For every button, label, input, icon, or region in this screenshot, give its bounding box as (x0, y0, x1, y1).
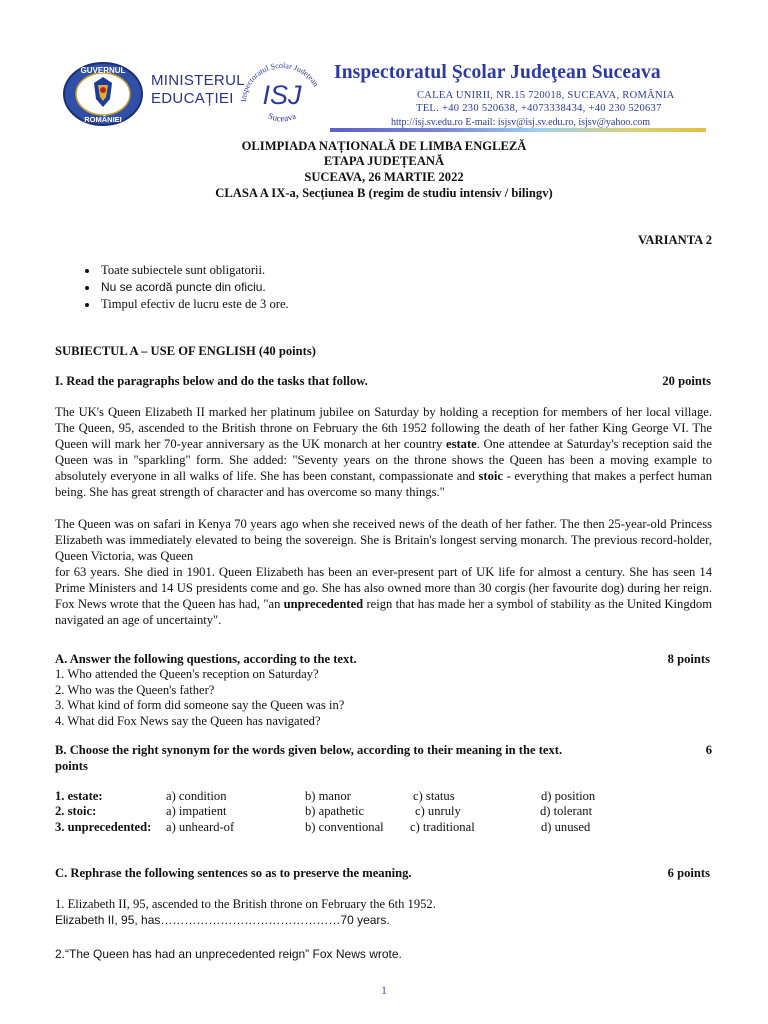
olympiad-title: OLIMPIADA NAȚIONALĂ DE LIMBA ENGLEZĂ (241, 139, 527, 153)
ministry-line-2: EDUCAȚIEI (151, 90, 234, 107)
passage-paragraph-2: The Queen was on safari in Kenya 70 years ago when she received news of the death of her father. The then 25-year-old Princess Elizabeth was immediately elevated to being the sovereign. She is Britain's longest serving monarch. The previous record-holder, Queen Victoria, was Queen (55, 517, 712, 563)
keyword-estate: estate (445, 437, 477, 451)
rephrase-answer-1[interactable]: Elizabeth II, 95, has………………………………………70 years. (55, 913, 390, 927)
isj-arc-top-text: Inspectoratul Școlar Județean (238, 60, 321, 103)
taskB-points-word: points (55, 759, 88, 773)
stage-title: ETAPA JUDEȚEANĂ (323, 154, 445, 168)
taskA-heading: A. Answer the following questions, according to the text. (55, 652, 357, 666)
rules-list (55, 262, 289, 313)
synonym-option-d: d) unused (541, 820, 591, 834)
institution-address: CALEA UNIRII, NR.15 720018, SUCEAVA, ROMÂNIA (417, 90, 675, 101)
synonym-option-c: c) traditional (410, 820, 475, 834)
part1-points: 20 points (662, 374, 711, 388)
question-item: 2. Who was the Queen's father? (55, 683, 215, 697)
passage-paragraph-3: for 63 years. She died in 1901. Queen Elizabeth has been an ever-present part of UK life for almost a century. She has seen 14 Prime Ministers and 14 US presidents come and go. She has also owned more than 30 corgis (her favourite dog) during her reign. Fox News wrote that the Queen has had, "an unprecedented reign that has made her a symbol of stability as the United Kingdom navigated an age of uncertainty". (55, 565, 713, 627)
svg-text:Suceava (267, 111, 298, 124)
rule-item: • Nu se acordă puncte din oficiu. (99, 279, 289, 296)
synonym-option-b: b) apathetic (305, 804, 365, 818)
government-seal-logo (62, 61, 144, 127)
seal-bottom-text: ROMÂNIEI (84, 115, 122, 124)
subject-heading: SUBIECTUL A – USE OF ENGLISH (40 points) (55, 344, 316, 358)
institution-title: Inspectoratul Şcolar Judeţean Suceava (334, 62, 661, 83)
institution-web-email[interactable]: http://isj.sv.edu.ro E-mail: isjsv@isj.sv.edu.ro, isjsv@yahoo.com (391, 117, 651, 128)
taskA-points: 8 points (667, 652, 710, 666)
keyword-stoic: stoic (478, 469, 504, 483)
synonym-option-a: a) condition (166, 789, 227, 803)
class-title: CLASA A IX-a, Secțiunea B (regim de studiu intensiv / bilingv) (215, 186, 553, 200)
taskC-heading: C. Rephrase the following sentences so as to preserve the meaning. (55, 866, 412, 880)
header-color-rule (330, 128, 706, 132)
synonym-option-c: c) unruly (415, 804, 461, 818)
ministry-line-1: MINISTERUL (151, 72, 245, 89)
taskB-points-number: 6 (705, 743, 712, 757)
synonym-option-a: a) impatient (166, 804, 227, 818)
page-number: 1 (381, 983, 387, 997)
rule-item: • Timpul efectiv de lucru este de 3 ore. (99, 296, 289, 313)
keyword-unprecedented: unprecedented (283, 597, 364, 611)
passage-paragraph-1: The UK's Queen Elizabeth II marked her platinum jubilee on Saturday by holding a reception for members of her local village. The Queen, 95, ascended to the British throne on February the 6th 1952 following the death of her father King George VI. The Queen will mark her 70-year anniversary as the UK monarch at her country estate. One attendee at Saturday's reception said the Queen was in "sparkling" form. She added: "Seventy years on the throne shows the Queen has been a moving example to absolutely everyone in all walks of life. She has been constant, compassionate and stoic - everything that makes a perfect human being. She has great strength of character and has overcome so many things." (55, 405, 713, 499)
question-item: 1. Who attended the Queen's reception on Saturday? (55, 667, 319, 681)
date-title: SUCEAVA, 26 MARTIE 2022 (304, 170, 464, 184)
seal-top-text: GUVERNUL (80, 66, 126, 75)
synonym-word: 1. estate: (55, 789, 103, 803)
variant-label: VARIANTA 2 (637, 233, 712, 247)
synonym-option-a: a) unheard-of (166, 820, 235, 834)
isj-arc-bottom-text: Suceava (266, 110, 298, 124)
question-item: 3. What kind of form did someone say the Queen was in? (55, 698, 345, 712)
institution-phone: TEL. +40 230 520638, +4073338434, +40 230 520637 (416, 103, 662, 114)
rephrase-sentence-1: 1. Elizabeth II, 95, ascended to the British throne on February the 6th 1952. (55, 897, 436, 911)
synonym-option-b: b) manor (305, 789, 351, 803)
synonym-word: 2. stoic: (55, 804, 97, 818)
rephrase-sentence-2: 2.“The Queen has had an unprecedented reign” Fox News wrote. (55, 947, 402, 961)
taskB-heading: B. Choose the right synonym for the words given below, according to their meaning in the text. (55, 743, 563, 757)
ministry-name (151, 72, 245, 108)
synonym-option-b: b) conventional (305, 820, 384, 834)
taskC-points: 6 points (667, 866, 710, 880)
synonym-option-c: c) status (413, 789, 455, 803)
isj-logo (236, 56, 328, 132)
question-item: 4. What did Fox News say the Queen has navigated? (55, 714, 321, 728)
synonym-option-d: d) position (541, 789, 596, 803)
synonym-word: 3. unprecedented: (55, 820, 152, 834)
synonym-option-d: d) tolerant (540, 804, 593, 818)
part1-heading: I. Read the paragraphs below and do the tasks that follow. (55, 374, 368, 388)
rule-item: • Toate subiectele sunt obligatorii. (99, 262, 289, 279)
isj-letters: ISJ (262, 80, 302, 110)
